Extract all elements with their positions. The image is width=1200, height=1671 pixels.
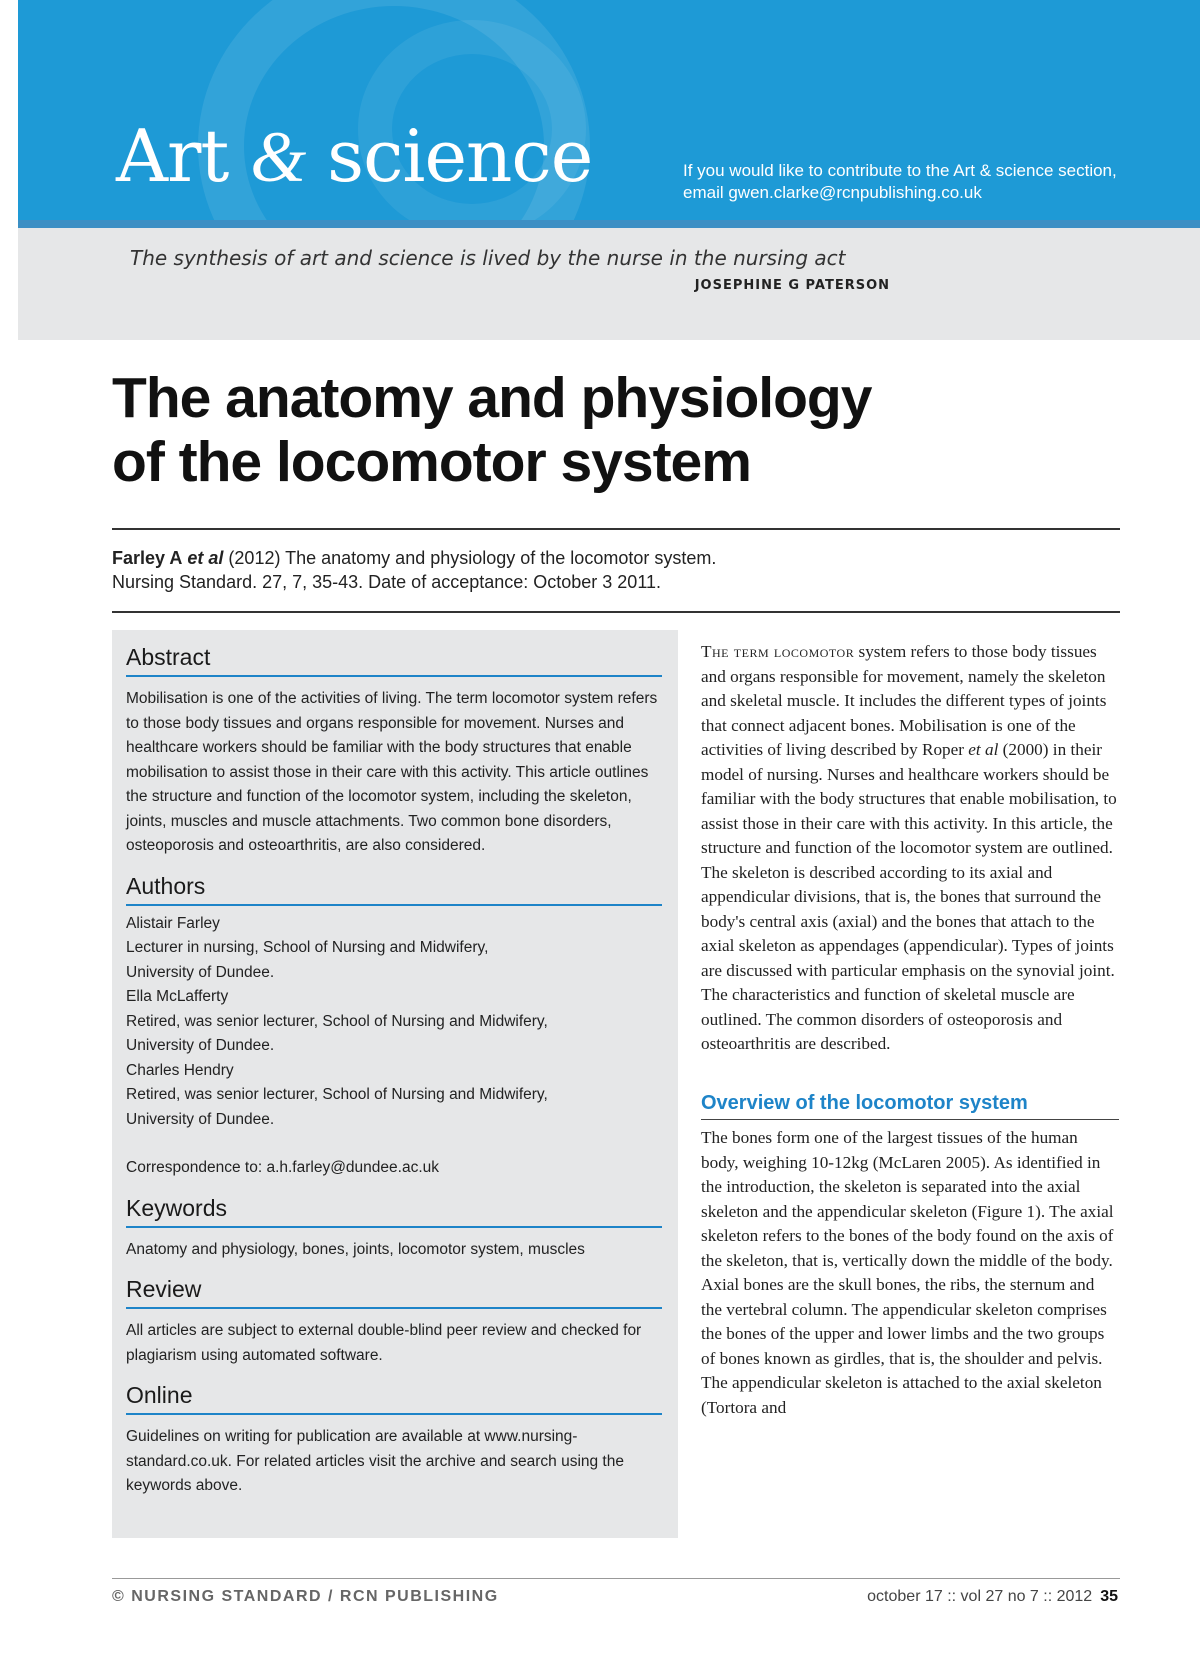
author-line: University of Dundee.	[126, 1110, 275, 1128]
author-line: Retired, was senior lecturer, School of Nursing and Midwifery,	[126, 1012, 548, 1030]
review-text: All articles are subject to external double-blind peer review and checked for plagiarism using automated software.	[126, 1322, 642, 1364]
author-line: Ella McLafferty	[126, 988, 229, 1005]
online-heading: Online	[126, 1382, 662, 1415]
footer-issue: october 17 :: vol 27 no 7 :: 2012 35	[867, 1588, 1118, 1605]
section-banner	[18, 0, 1200, 225]
author-line: Retired, was senior lecturer, School of Nursing and Midwifery,	[126, 1086, 548, 1103]
footer-publisher: © NURSING STANDARD / RCN PUBLISHING	[112, 1588, 499, 1605]
author-line: Lecturer in nursing, School of Nursing and Midwifery,	[126, 939, 489, 956]
article-info-sidebar	[112, 630, 678, 1538]
keywords-heading: Keywords	[126, 1195, 662, 1228]
intro-paragraph: The term locomotor system refers to those body tissues and organs responsible for movement, namely the skeleton and skeletal muscle. It includes the different types of joints that connect adjacent bones. Mobilisation is one of the activities of living described by Roper et al (2000) in their model of nursing. Nurses and healthcare workers should be familiar with the body structures that enable mobilisation, to assist those in their care with this activity. In this article, the structure and function of the locomotor system are outlined. The skeleton is described according to its axial and appendicular divisions, that is, the bones that surround the body's central axis (axial) and the bones that attach to the axial skeleton as appendages (appendicular). Types of joints are discussed with particular emphasis on the synovial joint. The characteristics and function of skeletal muscle are outlined. The common disorders of osteoporosis and osteoarthritis are described.	[701, 642, 1117, 1053]
section-paragraph: The bones form one of the largest tissues of the human body, weighing 10-12kg (McLaren 2005). As identified in the introduction, the skeleton is separated into the axial skeleton and the appendicular skeleton (Figure 1). The axial skeleton refers to the bones of the body found on the axis of the skeleton, that is, vertically down the middle of the body. Axial bones are the skull bones, the ribs, the sternum and the vertebral column. The appendicular skeleton comprises the bones of the upper and lower limbs and the two groups of bones known as girdles, that is, the shoulder and pelvis. The appendicular skeleton is attached to the axial skeleton (Tortora and	[701, 1128, 1114, 1417]
title-rule	[112, 528, 1120, 530]
page-number: 35	[1100, 1588, 1118, 1605]
author-line: Alistair Farley	[126, 914, 220, 932]
quote-band	[18, 228, 1200, 340]
citation-rule	[112, 611, 1120, 613]
authors-list	[126, 912, 662, 1181]
correspondence: Correspondence to: a.h.farley@dundee.ac.uk	[126, 1159, 440, 1176]
section-heading: Overview of the locomotor system	[701, 1091, 1119, 1121]
author-line: Charles Hendry	[126, 1061, 234, 1079]
epigraph-author: JOSEPHINE G PATERSON	[694, 278, 890, 293]
article-body	[701, 640, 1119, 1420]
article-title: The anatomy and physiology of the locomotor system	[112, 366, 872, 494]
abstract-text: Mobilisation is one of the activities of living. The term locomotor system refers to those body tissues and organs responsible for movement. Nurses and healthcare workers should be familiar with the body structures that enable mobilisation to assist those in their care with this activity. This article outlines the structure and function of the locomotor system, including the skeleton, joints, muscles and muscle attachments. Two common bone disorders, osteoporosis and osteoarthritis, are also considered.	[126, 690, 658, 854]
author-line: University of Dundee.	[126, 1037, 275, 1054]
section-title: Art & science	[116, 114, 593, 198]
epigraph-quote: The synthesis of art and science is lived by the nurse in the nursing act	[130, 246, 846, 270]
footer-rule	[112, 1578, 1120, 1579]
banner-divider	[18, 220, 1200, 228]
citation: Farley A et al (2012) The anatomy and physiology of the locomotor system. Nursing Standard. 27, 7, 35-43. Date of acceptance: October 3 2011.	[112, 548, 717, 592]
online-text: Guidelines on writing for publication are available at www.nursing-standard.co.uk. For related articles visit the archive and search using the keywords above.	[126, 1428, 624, 1494]
review-heading: Review	[126, 1276, 662, 1309]
author-line: University of Dundee.	[126, 963, 275, 981]
keywords-text: Anatomy and physiology, bones, joints, locomotor system, muscles	[126, 1240, 585, 1258]
contribute-note: If you would like to contribute to the Art & science section, email gwen.clarke@rcnpublishing.co.uk	[683, 161, 1117, 202]
abstract-heading: Abstract	[126, 644, 662, 677]
authors-heading: Authors	[126, 873, 662, 906]
